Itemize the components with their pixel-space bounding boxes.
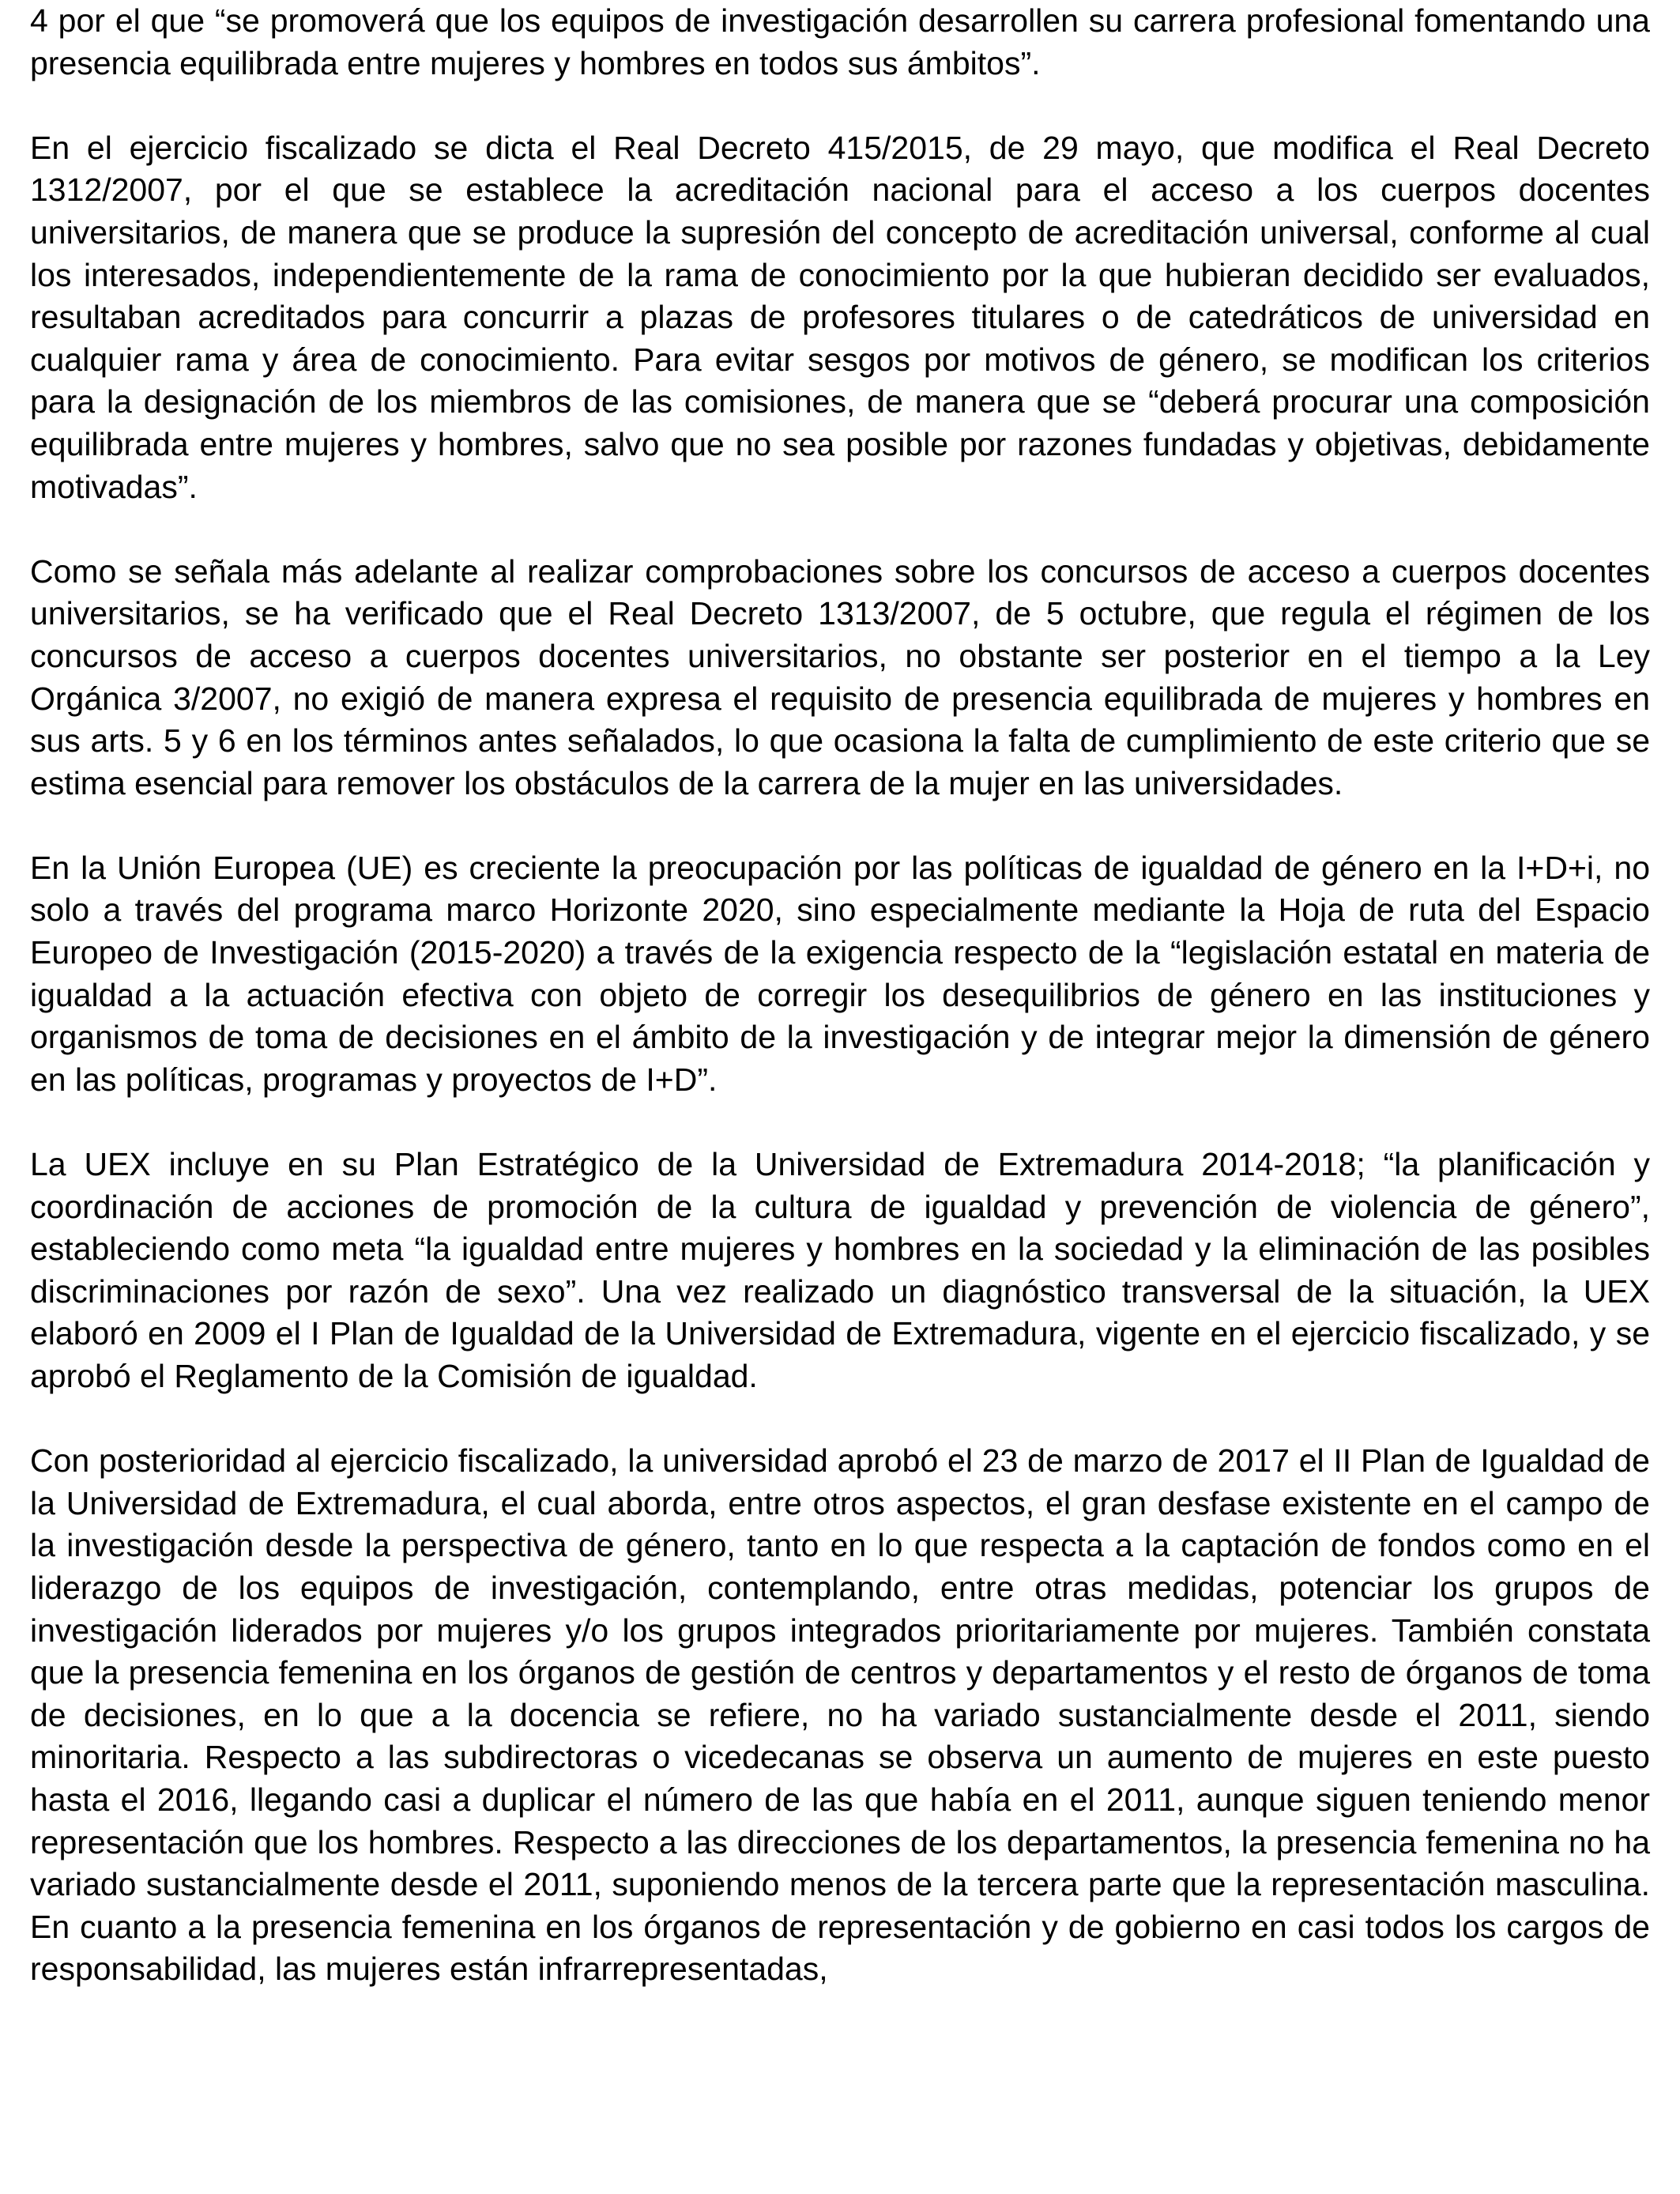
- document-page: [30, 0, 1650, 2034]
- paragraph-1: 4 por el que “se promoverá que los equipos de investigación desarrollen su carrera profesional fomentando una presencia equilibrada entre mujeres y hombres en todos sus ámbitos”.: [30, 2, 1650, 81]
- paragraph-2: En el ejercicio fiscalizado se dicta el Real Decreto 415/2015, de 29 mayo, que modifica el Real Decreto 1312/2007, por el que se establece la acreditación nacional para el acceso a los cuerpos docentes universitarios, de manera que se produce la supresión del concepto de acreditación universal, conforme al cual los interesados, independientemente de la rama de conocimiento por la que hubieran decidido ser evaluados, resultaban acreditados para concurrir a plazas de profesores titulares o de catedráticos de universidad en cualquier rama y área de conocimiento. Para evitar sesgos por motivos de género, se modifican los criterios para la designación de los miembros de las comisiones, de manera que se “deberá procurar una composición equilibrada entre mujeres y hombres, salvo que no sea posible por razones fundadas y objetivas, debidamente motivadas”.: [30, 129, 1650, 505]
- paragraph-5: La UEX incluye en su Plan Estratégico de la Universidad de Extremadura 2014-2018; “la planificación y coordinación de acciones de promoción de la cultura de igualdad y prevención de violencia de género”, estableciendo como meta “la igualdad entre mujeres y hombres en la sociedad y la eliminación de las posibles discriminaciones por razón de sexo”. Una vez realizado un diagnóstico transversal de la situación, la UEX elaboró en 2009 el I Plan de Igualdad de la Universidad de Extremadura, vigente en el ejercicio fiscalizado, y se aprobó el Reglamento de la Comisión de igualdad.: [30, 1146, 1650, 1394]
- paragraph-6: Con posterioridad al ejercicio fiscalizado, la universidad aprobó el 23 de marzo de 2017 el II Plan de Igualdad de la Universidad de Extremadura, el cual aborda, entre otros aspectos, el gran desfase existente en el campo de la investigación desde la perspectiva de género, tanto en lo que respecta a la captación de fondos como en el liderazgo de los equipos de investigación, contemplando, entre otras medidas, potenciar los grupos de investigación liderados por mujeres y/o los grupos integrados prioritariamente por mujeres. También constata que la presencia femenina en los órganos de gestión de centros y departamentos y el resto de órganos de toma de decisiones, en lo que a la docencia se refiere, no ha variado sustancialmente desde el 2011, siendo minoritaria. Respecto a las subdirectoras o vicedecanas se observa un aumento de mujeres en este puesto hasta el 2016, llegando casi a duplicar el número de las que había en el 2011, aunque siguen teniendo menor representación que los hombres. Respecto a las direcciones de los departamentos, la presencia femenina no ha variado sustancialmente desde el 2011, suponiendo menos de la tercera parte que la representación masculina. En cuanto a la presencia femenina en los órganos de representación y de gobierno en casi todos los cargos de responsabilidad, las mujeres están infrarrepresentadas,: [30, 1442, 1650, 1988]
- paragraph-3: Como se señala más adelante al realizar comprobaciones sobre los concursos de acceso a cuerpos docentes universitarios, se ha verificado que el Real Decreto 1313/2007, de 5 octubre, que regula el régimen de los concursos de acceso a cuerpos docentes universitarios, no obstante ser posterior en el tiempo a la Ley Orgánica 3/2007, no exigió de manera expresa el requisito de presencia equilibrada de mujeres y hombres en sus arts. 5 y 6 en los términos antes señalados, lo que ocasiona la falta de cumplimiento de este criterio que se estima esencial para remover los obstáculos de la carrera de la mujer en las universidades.: [30, 552, 1650, 801]
- paragraph-4: En la Unión Europea (UE) es creciente la preocupación por las políticas de igualdad de género en la I+D+i, no solo a través del programa marco Horizonte 2020, sino especialmente mediante la Hoja de ruta del Espacio Europeo de Investigación (2015-2020) a través de la exigencia respecto de la “legislación estatal en materia de igualdad a la actuación efectiva con objeto de corregir los desequilibrios de género en las instituciones y organismos de toma de decisiones en el ámbito de la investigación y de integrar mejor la dimensión de género en las políticas, programas y proyectos de I+D”.: [30, 849, 1650, 1098]
